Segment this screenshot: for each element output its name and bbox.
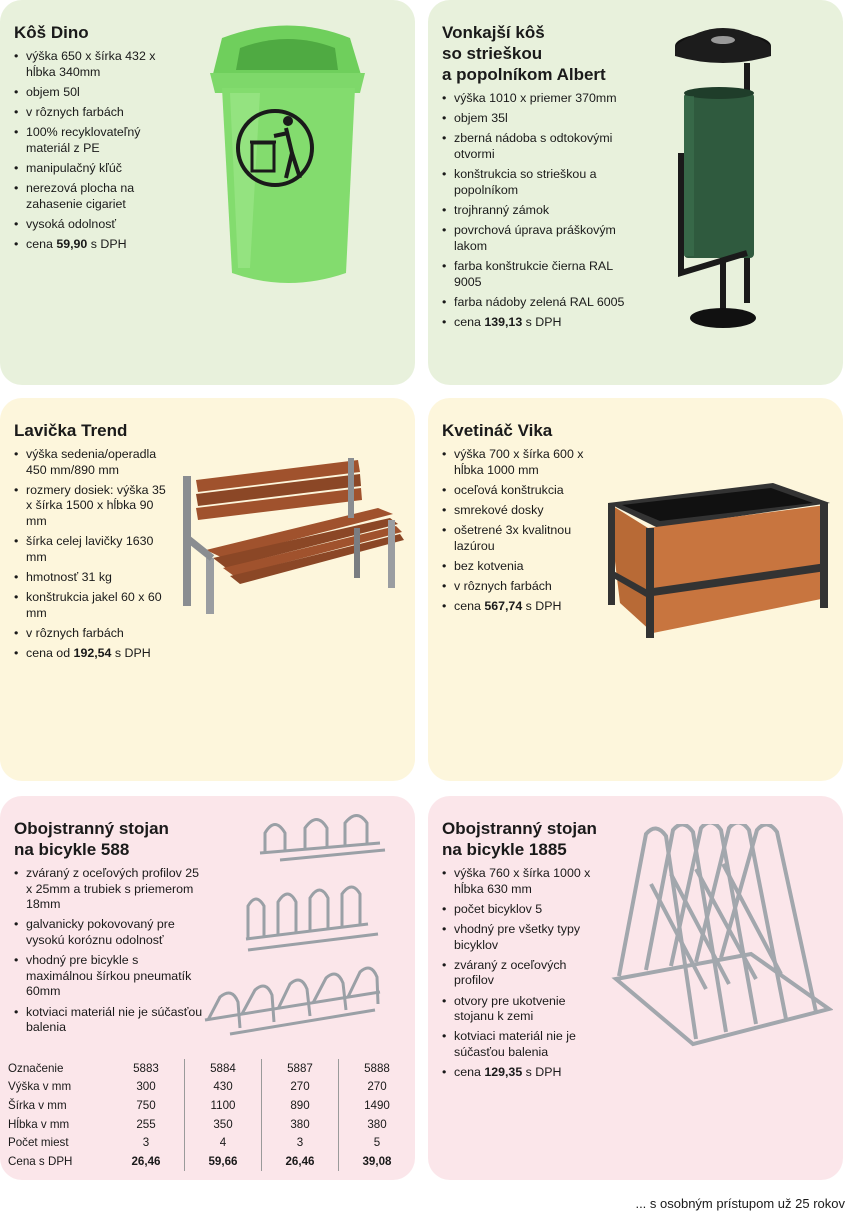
price-value: 59,90 xyxy=(56,237,88,252)
price-prefix: cena xyxy=(454,599,485,614)
row-label: Hĺbka v mm xyxy=(8,1117,70,1131)
spec-item: • konštrukcia jakel 60 x 60 mm xyxy=(14,590,174,621)
spec-item: • výška 700 x šírka 600 x hĺbka 1000 mm xyxy=(442,447,602,478)
bench-image xyxy=(178,458,408,618)
spec-item: • objem 50l xyxy=(14,85,164,101)
price-line xyxy=(14,237,164,253)
bike-rack-triangle-image xyxy=(611,824,833,1049)
price-suffix: s DPH xyxy=(87,237,127,252)
spec-item: • výška 1010 x priemer 370mm xyxy=(442,91,642,107)
product-card-trend xyxy=(0,398,415,781)
table-cell: 3 xyxy=(262,1133,339,1152)
title-line: a popolníkom Albert xyxy=(442,65,606,84)
spec-item: • povrchová úprava práškovým lakom xyxy=(442,223,642,254)
spec-item: • v rôznych farbách xyxy=(14,626,174,642)
spec-item: • nerezová plocha na zahasenie cigariet xyxy=(14,181,164,212)
table-cell: 3 xyxy=(142,1136,150,1150)
product-card-stand-1885 xyxy=(428,796,843,1180)
table-cell: 5 xyxy=(339,1133,416,1152)
product-title: Kôš Dino xyxy=(14,23,89,42)
spec-item: • zváraný z oceľových profilov xyxy=(442,958,607,989)
spec-item: • výška sedenia/operadla 450 mm/890 mm xyxy=(14,447,174,478)
row-label: Cena s DPH xyxy=(8,1154,73,1168)
title-line: Vonkajší kôš xyxy=(442,23,545,42)
table-row xyxy=(8,1096,415,1115)
spec-item: • šírka celej lavičky 1630 mm xyxy=(14,534,174,565)
spec-item: • objem 35l xyxy=(442,111,642,127)
table-cell: 59,66 xyxy=(185,1152,262,1171)
table-cell: 380 xyxy=(339,1115,416,1134)
planter-image xyxy=(608,483,833,638)
table-cell: 39,08 xyxy=(339,1152,416,1171)
price-suffix: s DPH xyxy=(522,314,562,329)
price-prefix: cena od xyxy=(26,646,74,661)
spec-item: • manipulačný kľúč xyxy=(14,161,164,177)
table-cell: 270 xyxy=(339,1078,416,1097)
price-value: 129,35 xyxy=(484,1065,523,1080)
price-value: 139,13 xyxy=(484,314,523,329)
spec-item: • hmotnosť 31 kg xyxy=(14,570,174,586)
table-cell: 5888 xyxy=(339,1059,416,1078)
price-value: 192,54 xyxy=(73,646,112,661)
spec-item: • trojhranný zámok xyxy=(442,203,642,219)
spec-item: • vhodný pre všetky typy bicyklov xyxy=(442,922,607,953)
product-card-stand-588 xyxy=(0,796,415,1180)
spec-item: • vysoká odolnosť xyxy=(14,217,164,233)
price-line xyxy=(442,315,642,331)
product-title: Lavička Trend xyxy=(14,421,128,440)
bike-rack-medium-image xyxy=(238,884,383,954)
spec-item: • počet bicyklov 5 xyxy=(442,902,607,918)
table-cell: 4 xyxy=(185,1133,262,1152)
product-title: Kvetináč Vika xyxy=(442,421,553,440)
spec-list xyxy=(442,866,607,1081)
table-cell: 5884 xyxy=(185,1059,262,1078)
table-cell: 270 xyxy=(262,1078,339,1097)
product-card-dino xyxy=(0,0,415,385)
table-cell: 5887 xyxy=(262,1059,339,1078)
table-cell: 5883 xyxy=(133,1061,159,1075)
spec-item: • zváraný z oceľových profilov 25 x 25mm a trubiek s priemerom 18mm xyxy=(14,866,204,913)
bike-rack-small-image xyxy=(255,808,390,863)
price-suffix: s DPH xyxy=(522,1065,562,1080)
table-row xyxy=(8,1115,415,1134)
spec-list xyxy=(14,447,174,662)
footer-slogan: ... s osobným prístupom už 25 rokov xyxy=(635,1196,845,1211)
spec-item: • ošetrené 3x kvalitnou lazúrou xyxy=(442,523,602,554)
spec-item: • oceľová konštrukcia xyxy=(442,483,602,499)
price-prefix: cena xyxy=(454,1065,485,1080)
spec-item: • výška 760 x šírka 1000 x hĺbka 630 mm xyxy=(442,866,607,897)
row-label: Výška v mm xyxy=(8,1080,72,1094)
table-cell: 1490 xyxy=(339,1096,416,1115)
spec-list xyxy=(14,49,164,253)
title-line: na bicykle 588 xyxy=(14,840,130,859)
table-cell: 255 xyxy=(136,1117,156,1131)
spec-item: • otvory pre ukotvenie stojanu k zemi xyxy=(442,994,607,1025)
title-line: na bicykle 1885 xyxy=(442,840,567,859)
spec-item: • 100% recyklovateľný materiál z PE xyxy=(14,125,164,156)
spec-item: • kotviaci materiál nie je súčasťou balenia xyxy=(14,1005,204,1036)
row-label: Šírka v mm xyxy=(8,1098,67,1112)
price-prefix: cena xyxy=(26,237,57,252)
spec-item: • v rôznych farbách xyxy=(14,105,164,121)
title-line: so strieškou xyxy=(442,44,543,63)
spec-item: • konštrukcia so strieškou a popolníkom xyxy=(442,167,642,198)
spec-item: • rozmery dosiek: výška 35 x šírka 1500 x hĺbka 90 mm xyxy=(14,483,174,530)
spec-item: • vhodný pre bicykle s maximálnou šírkou pneumatík 60mm xyxy=(14,953,204,1000)
table-cell: 1100 xyxy=(185,1096,262,1115)
table-cell: 430 xyxy=(185,1078,262,1097)
table-row xyxy=(8,1133,415,1152)
price-prefix: cena xyxy=(454,314,485,329)
spec-item: • výška 650 x šírka 432 x hĺbka 340mm xyxy=(14,49,164,80)
table-cell: 750 xyxy=(136,1098,156,1112)
row-label: Označenie xyxy=(8,1061,64,1075)
spec-list xyxy=(14,866,204,1036)
price-line xyxy=(14,646,174,662)
spec-item: • kotviaci materiál nie je súčasťou balenia xyxy=(442,1029,607,1060)
title-line: Obojstranný stojan xyxy=(442,819,597,838)
bin-with-roof-image xyxy=(666,28,781,336)
table-cell: 350 xyxy=(185,1115,262,1134)
spec-item: • zberná nádoba s odtokovými otvormi xyxy=(442,131,642,162)
spec-list xyxy=(442,91,642,330)
spec-item: • bez kotvenia xyxy=(442,559,602,575)
table-cell: 26,46 xyxy=(131,1154,161,1168)
waste-bin-image xyxy=(200,18,375,293)
spec-item: • farba nádoby zelená RAL 6005 xyxy=(442,295,642,311)
table-cell: 300 xyxy=(136,1080,156,1094)
table-row xyxy=(8,1078,415,1097)
table-cell: 26,46 xyxy=(262,1152,339,1171)
price-line xyxy=(442,599,602,615)
product-card-vika xyxy=(428,398,843,781)
table-row-price xyxy=(8,1152,415,1171)
product-card-albert xyxy=(428,0,843,385)
spec-list xyxy=(442,447,602,615)
table-cell: 380 xyxy=(262,1115,339,1134)
price-line xyxy=(442,1065,607,1081)
table-cell: 890 xyxy=(262,1096,339,1115)
title-line: Obojstranný stojan xyxy=(14,819,169,838)
spec-item: • galvanicky pokovovaný pre vysokú koróznu odolnosť xyxy=(14,917,204,948)
price-suffix: s DPH xyxy=(522,599,562,614)
spec-item: • smrekové dosky xyxy=(442,503,602,519)
spec-item: • v rôznych farbách xyxy=(442,579,602,595)
price-value: 567,74 xyxy=(484,599,523,614)
row-label: Počet miest xyxy=(8,1136,69,1150)
price-suffix: s DPH xyxy=(111,646,151,661)
spec-table xyxy=(8,1059,415,1171)
spec-item: • farba konštrukcie čierna RAL 9005 xyxy=(442,259,642,290)
bike-rack-large-image xyxy=(200,962,385,1037)
table-row xyxy=(8,1059,415,1078)
